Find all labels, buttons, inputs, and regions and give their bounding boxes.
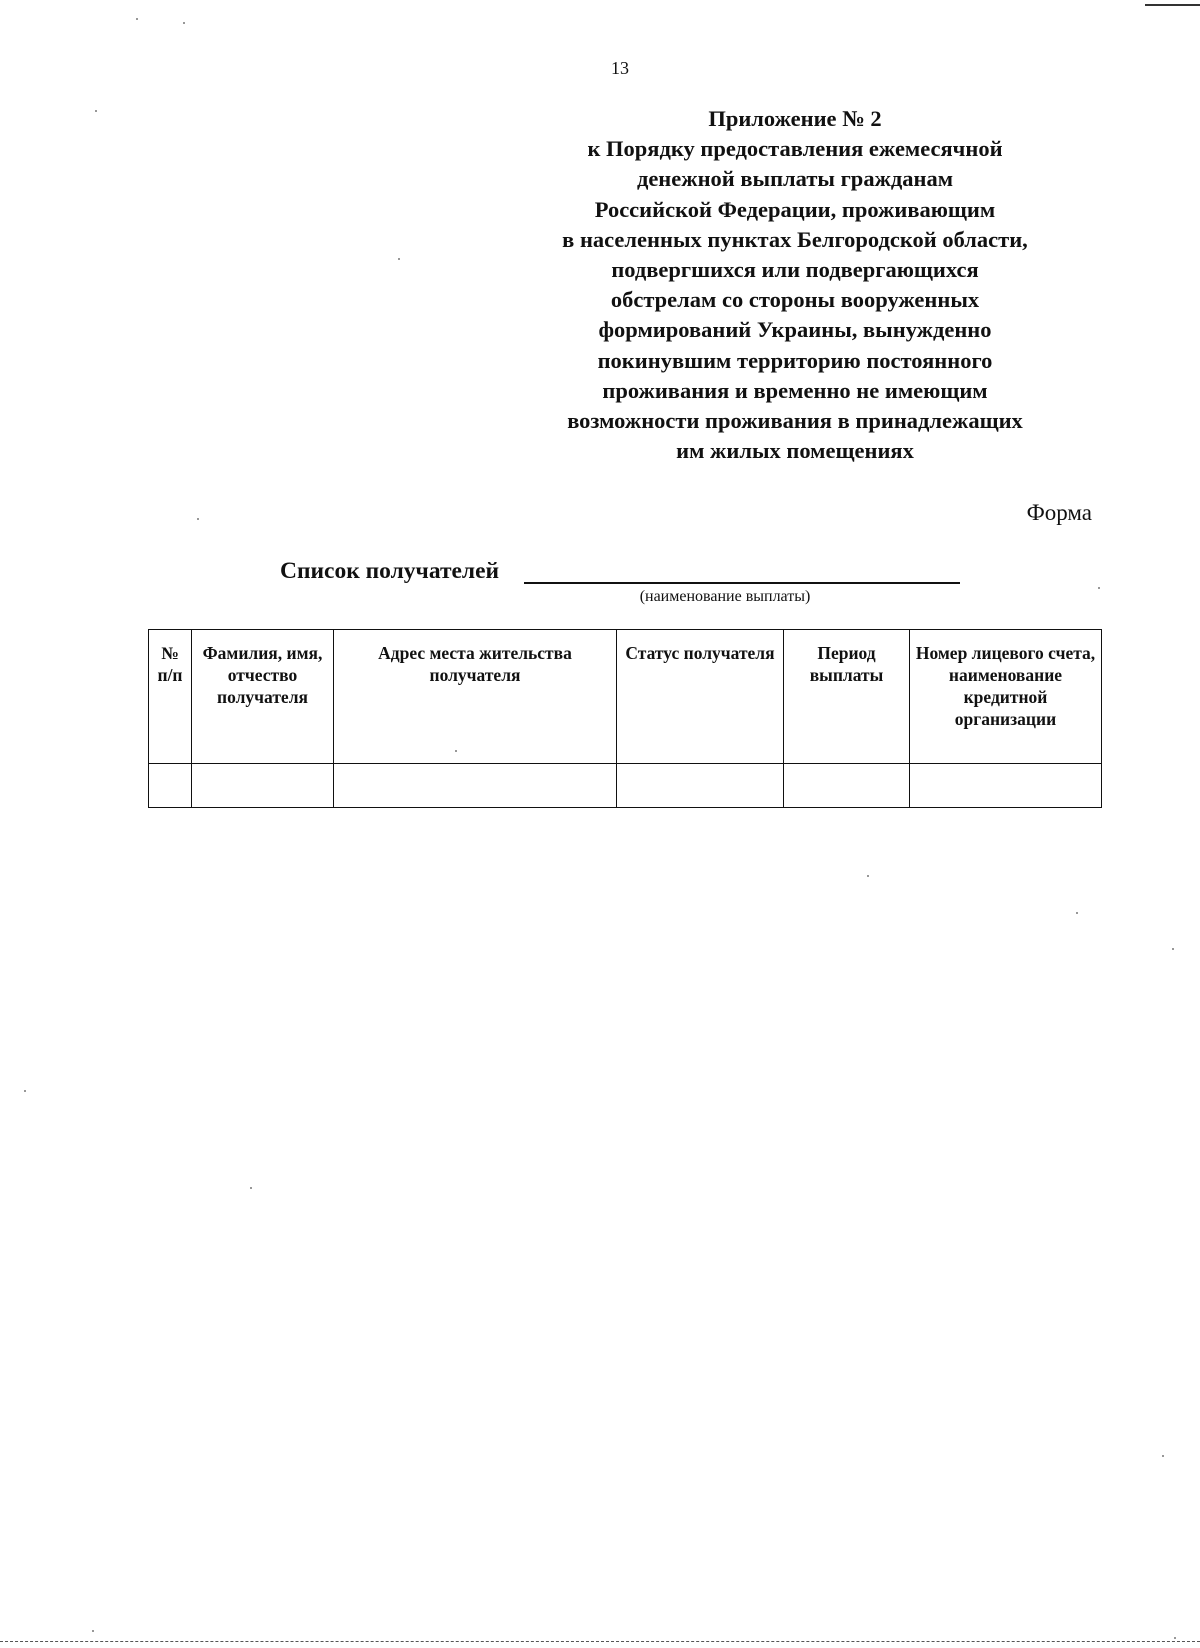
table-cell <box>192 764 334 808</box>
column-header-full-name: Фамилия, имя, отчество получателя <box>192 630 334 764</box>
appendix-line: формирований Украины, вынужденно <box>598 317 992 343</box>
scan-speck <box>1174 1637 1176 1639</box>
column-header-status: Статус получателя <box>617 630 784 764</box>
recipients-table <box>148 629 1102 808</box>
scan-edge-line-bottom <box>0 1641 1200 1642</box>
payment-name-blank-line <box>524 582 960 584</box>
scan-speck <box>1098 587 1100 589</box>
appendix-header <box>505 104 1085 466</box>
payment-name-caption: (наименование выплаты) <box>639 588 811 605</box>
appendix-line: им жилых помещениях <box>676 438 914 464</box>
scan-speck <box>398 258 400 260</box>
scan-speck <box>455 750 457 752</box>
table-cell <box>784 764 910 808</box>
column-header-number: № п/п <box>149 630 192 764</box>
scan-speck <box>24 1090 26 1092</box>
list-title: Список получателей <box>280 558 500 584</box>
appendix-line: проживания и временно не имеющим <box>602 377 988 403</box>
scan-speck <box>1172 948 1174 950</box>
column-header-period: Период выплаты <box>784 630 910 764</box>
scan-speck <box>1162 1455 1164 1457</box>
appendix-line: Российской Федерации, проживающим <box>594 196 996 222</box>
appendix-line: обстрелам со стороны вооруженных <box>610 287 980 313</box>
scan-speck <box>1076 912 1078 914</box>
table-header-row <box>149 630 1102 764</box>
scan-speck <box>197 518 199 520</box>
table-cell <box>617 764 784 808</box>
scan-speck <box>183 22 185 24</box>
page-number: 13 <box>611 58 629 78</box>
appendix-line: в населенных пунктах Белгородской области, <box>562 226 1028 252</box>
column-header-account: Номер лицевого счета, наименование кредитной организации <box>910 630 1102 764</box>
scan-speck <box>92 1630 94 1632</box>
scan-speck <box>250 1187 252 1189</box>
appendix-line: покинувшим территорию постоянного <box>597 347 993 373</box>
form-label: Форма <box>1026 500 1092 525</box>
appendix-line: к Порядку предоставления ежемесячной <box>587 136 1003 162</box>
table-cell <box>149 764 192 808</box>
scan-edge-line-top <box>1145 4 1200 6</box>
table-cell <box>910 764 1102 808</box>
table-row <box>149 764 1102 808</box>
column-header-address: Адрес места жительства получателя <box>334 630 617 764</box>
scan-speck <box>867 875 869 877</box>
appendix-line: подвергшихся или подвергающихся <box>611 257 979 283</box>
table-cell <box>334 764 617 808</box>
appendix-line: возможности проживания в принадлежащих <box>567 408 1023 434</box>
scan-speck <box>136 18 138 20</box>
appendix-line: Приложение № 2 <box>708 106 882 131</box>
scan-speck <box>95 110 97 112</box>
appendix-line: денежной выплаты гражданам <box>636 166 954 192</box>
